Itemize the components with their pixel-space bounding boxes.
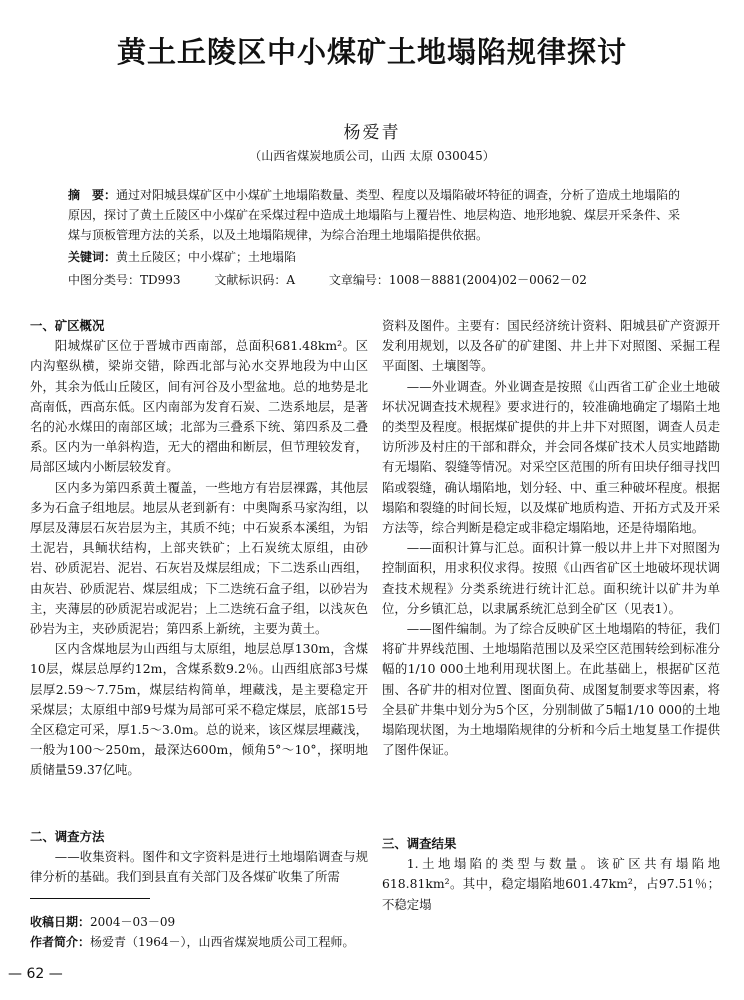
left-column-section-2 [30,827,368,888]
document-code: 文献标识码：A [214,273,296,287]
section-2-paragraph-1: ——收集资料。图件和文字资料是进行土地塌陷调查与规律分析的基础。我们到县直有关部门及各煤矿收集了所需 [30,849,368,885]
keywords-text: 黄土丘陵区；中小煤矿；土地塌陷 [116,250,297,264]
section-1-paragraph-3: 区内含煤地层为山西组与太原组，地层总厚130m，含煤10层，煤层总厚约12m，含煤系数9.2％。山西组底部3号煤层厚2.59～7.75m，煤层结构简单，埋藏浅，是主要稳定开采煤层；太原组中部9号煤为局部可采不稳定煤层，底部15号全区稳定可采，厚1.5～3.0m。总的说来，该区煤层埋藏浅，一般为100～250m，最深达600m，倾角5°～10°，探明地质储量59.37亿吨。 [30,641,368,778]
footnotes [30,912,450,952]
article-number: 文章编号：1008－8881(2004)02－0062－02 [328,273,587,287]
section-2-heading: 二、调查方法 [30,829,105,844]
section-1-paragraph-1: 阳城煤矿区位于晋城市西南部，总面积681.48km²。区内沟壑纵横，梁峁交错，除西北部与沁水交界地段为中山区外，其余为低山丘陵区，间有河谷及小型盆地。总的地势是北高南低，西高东低。区内南部为发育石炭、二迭系地层，是著名的沁水煤田的南部区域；北部为三叠系下统、第四系及二叠系。区内为一单斜构造，无大的褶曲和断层，但节理较发育，局部区域内小断层较发育。 [30,338,368,475]
author-bio-label: 作者简介： [30,935,91,949]
classification-line [68,271,688,288]
section-1-heading: 一、矿区概况 [30,318,105,333]
abstract [68,185,688,245]
section-3-heading: 三、调查结果 [382,836,457,851]
received-date-line [30,912,450,932]
footnote-divider [30,898,150,899]
received-date: 2004－03－09 [90,915,176,929]
author-bio-line [30,932,450,952]
paper-title: 黄土丘陵区中小煤矿土地塌陷规律探讨 [116,35,627,69]
right-paragraph-continued: 资料及图件。主要有：国民经济统计资料、阳城县矿产资源开发利用规划，以及各矿的矿建图、井上井下对照图、采掘工程平面图、土壤图等。 [382,318,720,374]
received-label: 收稿日期： [30,915,91,929]
keywords [68,248,688,265]
section-1-paragraph-2: 区内多为第四系黄土覆盖，一些地方有岩层裸露，其他层多为石盒子组地层。地层从老到新有：中奥陶系马家沟组，以厚层及薄层石灰岩层为主，其质不纯；中石炭系本溪组，为铝土泥岩，具鲕状结构，上部夹铁矿；上石炭统太原组，由砂岩、砂质泥岩、泥岩、石灰岩及煤层组成；下二迭系山西组，由灰岩、砂质泥岩、煤层组成；下二迭统石盒子组，以砂岩为主，夹薄层的砂质泥岩或泥岩；上二迭统石盒子组，以浅灰色砂岩为主，夹砂质泥岩；第四系上新统，主要为黄土。 [30,479,368,637]
section-3-paragraph-1: 1.土地塌陷的类型与数量。该矿区共有塌陷地618.81km²。其中，稳定塌陷地601.47km²，占97.51％；不稳定塌 [382,856,720,912]
right-column-section-3 [382,834,720,915]
author-bio: 杨爱青（1964－），山西省煤炭地质公司工程师。 [90,935,355,949]
right-column-top [382,316,720,760]
abstract-label: 摘 要： [68,188,117,202]
right-paragraph-area-calculation: ——面积计算与汇总。面积计算一般以井上井下对照图为控制面积，用求积仪求得。按照《山西省矿区土地破坏现状调查技术规程》分类系统进行统计汇总。面积统计以矿井为单位，分乡镇汇总，以隶属系统汇总到全矿区（见表1）。 [382,540,720,616]
abstract-text: 通过对阳城县煤矿区中小煤矿土地塌陷数量、类型、程度以及塌陷破坏特征的调查，分析了造成土地塌陷的原因，探讨了黄土丘陵区中小煤矿在采煤过程中造成土地塌陷与上覆岩性、地层构造、地形地貌、煤层开采条件、采煤与顶板管理方法的关系，以及土地塌陷规律，为综合治理土地塌陷提供依据。 [68,188,681,242]
keywords-label: 关键词： [68,250,117,264]
right-paragraph-field-survey: ——外业调查。外业调查是按照《山西省工矿企业土地破坏状况调查技术规程》要求进行的，较准确地确定了塌陷土地的类型及程度。根据煤矿提供的井上井下对照图，调查人员走访所涉及村庄的干部和群众，并会同各煤矿技术人员实地踏勘有无塌陷、裂缝等情况。对采空区范围的所有田块仔细寻找凹陷或裂缝，确认塌陷地，划分轻、中、重三种破坏程度。根据塌陷和裂缝的时间长短，以及煤矿地质构造、开拓方式及开采方法等，综合判断是稳定或非稳定塌陷地，还是待塌陷地。 [382,378,720,536]
author-name: 杨爱青 [343,123,401,143]
class-number: 中图分类号：TD993 [68,273,181,287]
author-affiliation: （山西省煤炭地质公司，山西 太原 030045） [249,149,495,163]
page-number: — 62 — [8,966,63,982]
left-column-section-1 [30,316,368,781]
right-paragraph-map-compilation: ——图件编制。为了综合反映矿区土地塌陷的特征，我们将矿井界线范围、土地塌陷范围以及采空区范围转绘到标准分幅的1/10 000土地利用现状图上。在此基础上，根据矿区范围、各矿井的相对位置、图面负荷、成图复制要求等因素，将全县矿井集中划分为5个区，分别制做了5幅1/10 000的土地塌陷现状图，为土地塌陷规律的分析和今后土地复垦工作提供了图件保证。 [382,621,720,758]
